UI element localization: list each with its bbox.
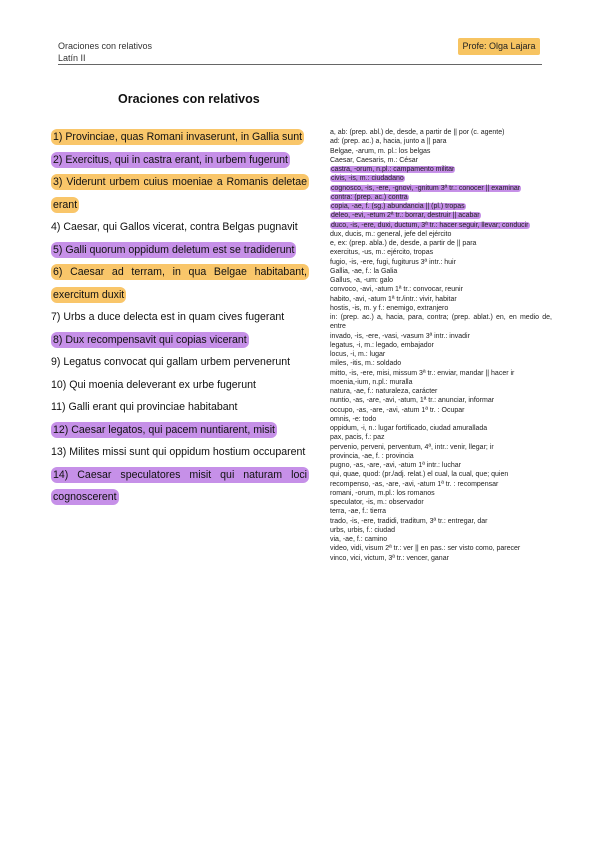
vocab-entry — [330, 239, 552, 248]
vocab-entry — [330, 137, 552, 146]
vocab-entry — [330, 415, 552, 424]
vocab-text: omnis, -e: todo — [330, 415, 377, 423]
vocab-text: contra: (prep. ac.) contra — [331, 193, 408, 201]
vocab-text: via, -ae, f.: camino — [330, 536, 388, 543]
vocab-text: invado, -is, -ere, -vasi, -vasum 3ª intr.: invadir — [330, 332, 470, 340]
vocab-text: pugno, -as, -are, -avi, -atum 1ª intr.: luchar — [330, 462, 461, 469]
vocab-entry — [330, 544, 552, 553]
sentence-item — [51, 441, 309, 464]
vocab-entry — [330, 369, 552, 378]
vocab-text: occupo, -as, -are, -avi, -atum 1ª tr. : Ocupar — [330, 406, 465, 414]
vocab-entry — [330, 480, 552, 489]
sentence-item — [51, 171, 309, 216]
vocab-entry — [330, 147, 552, 156]
vocab-entry — [330, 535, 552, 544]
sentence-item — [51, 261, 309, 306]
sentence-text: 10) Qui moenia deleverant ex urbe fugerunt — [51, 378, 256, 391]
vocab-entry — [330, 461, 552, 470]
vocab-entry — [330, 128, 552, 137]
sentence-text: 13) Milites missi sunt qui oppidum hostium occuparent — [51, 446, 306, 458]
teacher-badge: Profe: Olga Lajara — [458, 38, 540, 55]
sentence-text: 9) Legatus convocat qui gallam urbem pervenerunt — [51, 356, 291, 368]
vocab-text: recompenso, -as, -are, -avi, -atum 1ª tr. : recompensar — [330, 480, 499, 488]
vocab-entry — [330, 258, 552, 267]
sentence-item — [51, 239, 309, 262]
vocab-text: provincia, -ae, f. : provincia — [330, 452, 414, 460]
sentence-item — [51, 149, 309, 172]
vocab-entry — [330, 285, 552, 294]
course-title: Oraciones con relativos — [58, 41, 153, 51]
page-title: Oraciones con relativos — [118, 92, 260, 106]
vocab-entry — [330, 359, 552, 368]
vocab-text: convoco, -avi, -atum 1ª tr.: convocar, reunir — [330, 286, 463, 294]
vocab-text: Gallia, -ae, f.: la Galia — [330, 267, 398, 275]
vocab-text: natura, -ae, f.: naturaleza, carácter — [330, 388, 438, 395]
vocab-entry — [330, 230, 552, 239]
vocab-entry — [330, 387, 552, 396]
vocab-text: mitto, -is, -ere, misi, missum 3ª tr.: enviar, mandar || hacer ir — [330, 369, 515, 377]
vocab-text: duco, -is, -ere, duxi, ductum, 3ª tr.: hacer seguir, llevar; conducir — [331, 221, 529, 229]
vocab-text: deleo, -evi, -etum 2ª tr.: borrar, destruir || acabar — [331, 212, 480, 220]
sentence-text: 3) Viderunt urbem cuius moeniae a Romanis deletae erant — [53, 176, 307, 211]
vocab-text: ad: (prep. ac.) a, hacia, junto a || para — [330, 138, 447, 146]
sentence-item — [51, 329, 309, 352]
vocab-entry — [330, 202, 552, 211]
header-divider — [58, 64, 542, 65]
sentence-list — [51, 126, 309, 509]
sentence-item — [51, 216, 309, 239]
vocab-text: nuntio, -as, -are, -avi, -atum, 1ª tr.: anunciar, informar — [330, 397, 495, 405]
vocab-entry — [330, 156, 552, 165]
vocab-entry — [330, 526, 552, 535]
vocab-entry — [330, 211, 552, 220]
vocab-text: castra, -orum, n.pl.: campamento militar — [331, 166, 455, 173]
vocab-entry — [330, 165, 552, 174]
sentence-item — [51, 351, 309, 374]
sentence-text: 7) Urbs a duce delecta est in quam cives fugerant — [51, 311, 285, 323]
sentence-item — [51, 126, 309, 149]
vocab-text: legatus, -i, m.: legado, embajador — [330, 341, 434, 349]
sentence-text: 11) Galli erant qui provinciae habitabant — [51, 401, 238, 413]
vocab-text: romani, -orum, m.pl.: los romanos — [330, 489, 435, 497]
vocabulary-list — [330, 128, 552, 563]
vocab-entry — [330, 304, 552, 313]
vocab-entry — [330, 184, 552, 193]
vocab-entry — [330, 341, 552, 350]
vocab-text: pax, pacis, f.: paz — [330, 434, 385, 442]
vocab-entry — [330, 221, 552, 230]
sentence-item — [51, 419, 309, 442]
vocab-entry — [330, 498, 552, 507]
vocab-entry — [330, 313, 552, 332]
vocab-text: vinco, vici, victum, 3ª tr.: vencer, ganar — [330, 554, 449, 562]
vocab-text: exercitus, -us, m.: ejército, tropas — [330, 249, 434, 257]
vocab-entry — [330, 517, 552, 526]
vocab-entry — [330, 350, 552, 359]
vocab-text: oppidum, -i, n.: lugar fortificado, ciudad amurallada — [330, 425, 488, 432]
vocab-entry — [330, 452, 552, 461]
sentence-text: 12) Caesar legatos, qui pacem nuntiarent, misit — [53, 423, 275, 436]
vocab-entry — [330, 332, 552, 341]
vocab-text: speculator, -is, m.: observador — [330, 499, 424, 506]
vocab-text: trado, -is, -ere, tradidi, traditum, 3ª tr.: entregar, dar — [330, 517, 488, 525]
sentence-text: 6) Caesar ad terram, in qua Belgae habitabant, exercitum duxit — [53, 266, 307, 301]
vocab-entry — [330, 443, 552, 452]
vocab-text: dux, ducis, m.: general, jefe del ejército — [330, 230, 452, 238]
sentence-text: 1) Provinciae, quas Romani invaserunt, in Gallia sunt — [53, 131, 303, 143]
sentence-text: 4) Caesar, qui Gallos vicerat, contra Belgas pugnavit — [51, 221, 298, 233]
vocab-entry — [330, 433, 552, 442]
vocab-entry — [330, 174, 552, 183]
vocab-entry — [330, 193, 552, 202]
vocab-entry — [330, 248, 552, 257]
sentence-item — [51, 306, 309, 329]
vocab-text: miles, -itis, m.: soldado — [330, 360, 402, 368]
document-header — [58, 40, 152, 64]
vocab-entry — [330, 507, 552, 516]
vocab-entry — [330, 276, 552, 285]
subject-label: Latín II — [58, 53, 86, 63]
vocab-text: a, ab: (prep. abl.) de, desde, a partir de || por (c. agente) — [330, 129, 505, 136]
vocab-text: cognosco, -is, -ere, -gnovi, -gnitum 3ª tr.: conocer || examinar — [331, 184, 521, 192]
vocab-text: video, vidi, visum 2ª tr.: ver || en pas.: ser visto como, parecer — [330, 545, 521, 553]
vocab-entry — [330, 378, 552, 387]
vocab-text: hostis, -is, m. y f.: enemigo, extranjero — [330, 304, 449, 312]
vocab-text: urbs, urbis, f.: ciudad — [330, 526, 395, 534]
sentence-item — [51, 464, 309, 509]
vocab-text: terra, -ae, f.: tierra — [330, 508, 387, 516]
sentence-item — [51, 396, 309, 419]
vocab-text: habito, -avi, -atum 1ª tr./intr.: vivir, habitar — [330, 295, 457, 303]
vocab-text: Caesar, Caesaris, m.: César — [330, 156, 418, 164]
vocab-entry — [330, 554, 552, 563]
vocab-entry — [330, 424, 552, 433]
vocab-text: moenia,-ium, n.pl.: muralla — [330, 378, 413, 386]
sentence-text: 14) Caesar speculatores misit qui naturam loci cognoscerent — [53, 468, 307, 503]
vocab-text: in: (prep. ac.) a, hacia, para, contra; (prep. ablat.) en, en medio de, entre — [330, 314, 552, 331]
vocab-entry — [330, 295, 552, 304]
vocab-entry — [330, 267, 552, 276]
vocab-entry — [330, 396, 552, 405]
sentence-text: 8) Dux recompensavit qui copias vicerant — [53, 333, 247, 346]
sentence-text: 5) Galli quorum oppidum deletum est se tradiderunt — [53, 243, 295, 256]
vocab-text: e, ex: (prep. abla.) de, desde, a partir de || para — [330, 240, 477, 247]
vocab-text: Gallus, -a, -um: galo — [330, 277, 394, 284]
vocab-entry — [330, 406, 552, 415]
vocab-text: civis, -is, m.: ciudadano — [331, 175, 404, 183]
sentence-text: 2) Exercitus, qui in castra erant, in urbem fugerunt — [53, 153, 288, 166]
vocab-text: locus, -i, m.: lugar — [330, 351, 386, 358]
sentence-item — [51, 374, 309, 397]
vocab-text: Belgae, -arum, m. pl.: los belgas — [330, 147, 431, 155]
vocab-entry — [330, 470, 552, 479]
vocab-entry — [330, 489, 552, 498]
vocab-text: qui, quae, quod: (pr./adj. relat.) el cual, la cual, que; quien — [330, 471, 509, 479]
vocab-text: copia, -ae, f. (sg.) abundancia || (pl.) tropas — [331, 203, 465, 210]
vocab-text: fugio, -is, -ere, fugi, fugiturus 3ª intr.: huir — [330, 258, 456, 266]
vocab-text: pervenio, perveni, perventum, 4ª, intr.: venir, llegar; ir — [330, 443, 494, 451]
